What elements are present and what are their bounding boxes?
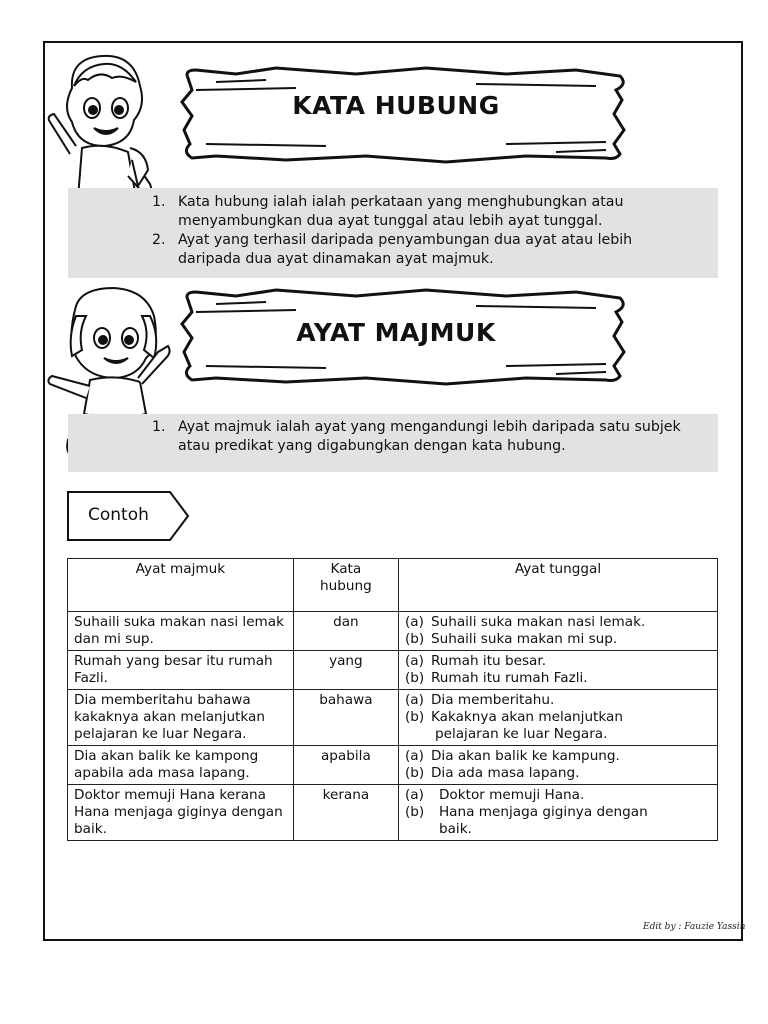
sub-text-continued: pelajaran ke luar Negara. (434, 726, 608, 742)
item-number: 1. (152, 194, 166, 210)
header-ayat-tunggal: Ayat tunggal (398, 559, 717, 612)
sub-text: Rumah itu besar. (430, 653, 547, 669)
examples-table (67, 558, 718, 841)
cell-kata-hubung: yang (293, 651, 398, 690)
sub-label: (a) (404, 748, 424, 764)
cell-kata-hubung: dan (293, 612, 398, 651)
item-text: Ayat majmuk ialah ayat yang mengandungi lebih daripada satu subjek atau predikat yang digabungkan dengan kata hubung. (178, 419, 681, 454)
section2-title: AYAT MAJMUK (296, 318, 496, 347)
table-row (68, 612, 718, 651)
cell-kata-hubung: bahawa (293, 690, 398, 746)
cell-ayat-majmuk: Dia akan balik ke kampong apabila ada masa lapang. (68, 746, 294, 785)
sub-text: Suhaili suka makan mi sup. (430, 631, 618, 647)
cell-ayat-tunggal (398, 746, 717, 785)
contoh-label: Contoh (88, 505, 149, 525)
section1-title: KATA HUBUNG (292, 91, 500, 120)
cell-kata-hubung: kerana (293, 785, 398, 841)
sub-label: (a) (404, 653, 424, 669)
sub-label: (b) (404, 709, 425, 725)
sub-label: (a) (404, 692, 424, 708)
item-number: 1. (152, 419, 166, 435)
cell-ayat-majmuk: Rumah yang besar itu rumah Fazli. (68, 651, 294, 690)
sub-label: (b) (404, 631, 425, 647)
sub-label: (b) (404, 765, 425, 781)
sub-text: Dia memberitahu. (430, 692, 555, 708)
cell-ayat-majmuk: Doktor memuji Hana kerana Hana menjaga giginya dengan baik. (68, 785, 294, 841)
sub-label: (b) (404, 804, 425, 820)
header-ayat-majmuk: Ayat majmuk (68, 559, 294, 612)
cell-ayat-tunggal (398, 612, 717, 651)
cell-ayat-tunggal (398, 785, 717, 841)
sub-label: (a) (404, 614, 424, 630)
sub-text: Kakaknya akan melanjutkan (430, 709, 623, 725)
table-row (68, 785, 718, 841)
sub-text: Dia ada masa lapang. (430, 765, 580, 781)
item-text: Kata hubung ialah ialah perkataan yang menghubungkan atau menyambungkan dua ayat tunggal atau lebih ayat tunggal. (178, 194, 624, 229)
sub-text: Doktor memuji Hana. (438, 787, 585, 803)
item-number: 2. (152, 232, 166, 248)
table-row (68, 746, 718, 785)
sub-text: Hana menjaga giginya dengan (438, 804, 648, 820)
sub-label: (a) (404, 787, 424, 803)
table-row (68, 651, 718, 690)
sub-text-continued: baik. (438, 821, 472, 837)
cell-ayat-tunggal (398, 651, 717, 690)
sub-label: (b) (404, 670, 425, 686)
sub-text: Dia akan balik ke kampung. (430, 748, 620, 764)
cell-ayat-majmuk: Suhaili suka makan nasi lemak dan mi sup. (68, 612, 294, 651)
table-row (68, 690, 718, 746)
sub-text: Rumah itu rumah Fazli. (430, 670, 588, 686)
cell-ayat-tunggal (398, 690, 717, 746)
author-credit: Edit by : Fauzie Yassin (643, 922, 746, 932)
header-kata-hubung: Kata hubung (293, 559, 398, 612)
sub-text: Suhaili suka makan nasi lemak. (430, 614, 646, 630)
cell-ayat-majmuk: Dia memberitahu bahawa kakaknya akan melanjutkan pelajaran ke luar Negara. (68, 690, 294, 746)
table-header-row (68, 559, 718, 612)
cell-kata-hubung: apabila (293, 746, 398, 785)
item-text: Ayat yang terhasil daripada penyambungan dua ayat atau lebih daripada dua ayat dinamakan ayat majmuk. (178, 232, 633, 267)
